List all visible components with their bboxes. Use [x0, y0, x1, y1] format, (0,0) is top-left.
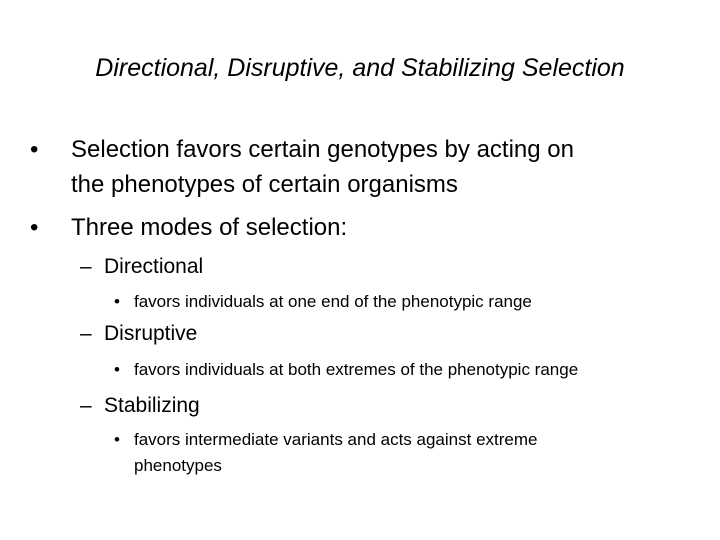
mode-detail-directional: favors individuals at one end of the phenotypic range — [134, 292, 532, 311]
sub-bullet-marker: – — [80, 255, 92, 278]
sub-bullet-marker: – — [80, 322, 92, 345]
mode-label-directional: Directional — [104, 255, 204, 278]
mode-label-disruptive: Disruptive — [104, 322, 198, 345]
detail-bullet-marker: • — [114, 360, 120, 379]
mode-detail-stabilizing: favors intermediate variants and acts against extreme — [134, 430, 538, 449]
bullet-text-line: the phenotypes of certain organisms — [71, 171, 458, 198]
detail-bullet-marker: • — [114, 430, 120, 449]
bullet-marker: • — [30, 136, 39, 163]
detail-bullet-marker: • — [114, 292, 120, 311]
slide-title: Directional, Disruptive, and Stabilizing Selection — [95, 54, 625, 82]
sub-bullet-marker: – — [80, 394, 92, 417]
mode-detail-disruptive: favors individuals at both extremes of the phenotypic range — [134, 360, 579, 379]
bullet-text-line: Selection favors certain genotypes by acting on — [71, 136, 574, 163]
mode-label-stabilizing: Stabilizing — [104, 394, 200, 417]
mode-detail-stabilizing: phenotypes — [134, 456, 222, 475]
bullet-marker: • — [30, 214, 39, 241]
bullet-text-line: Three modes of selection: — [71, 214, 348, 241]
